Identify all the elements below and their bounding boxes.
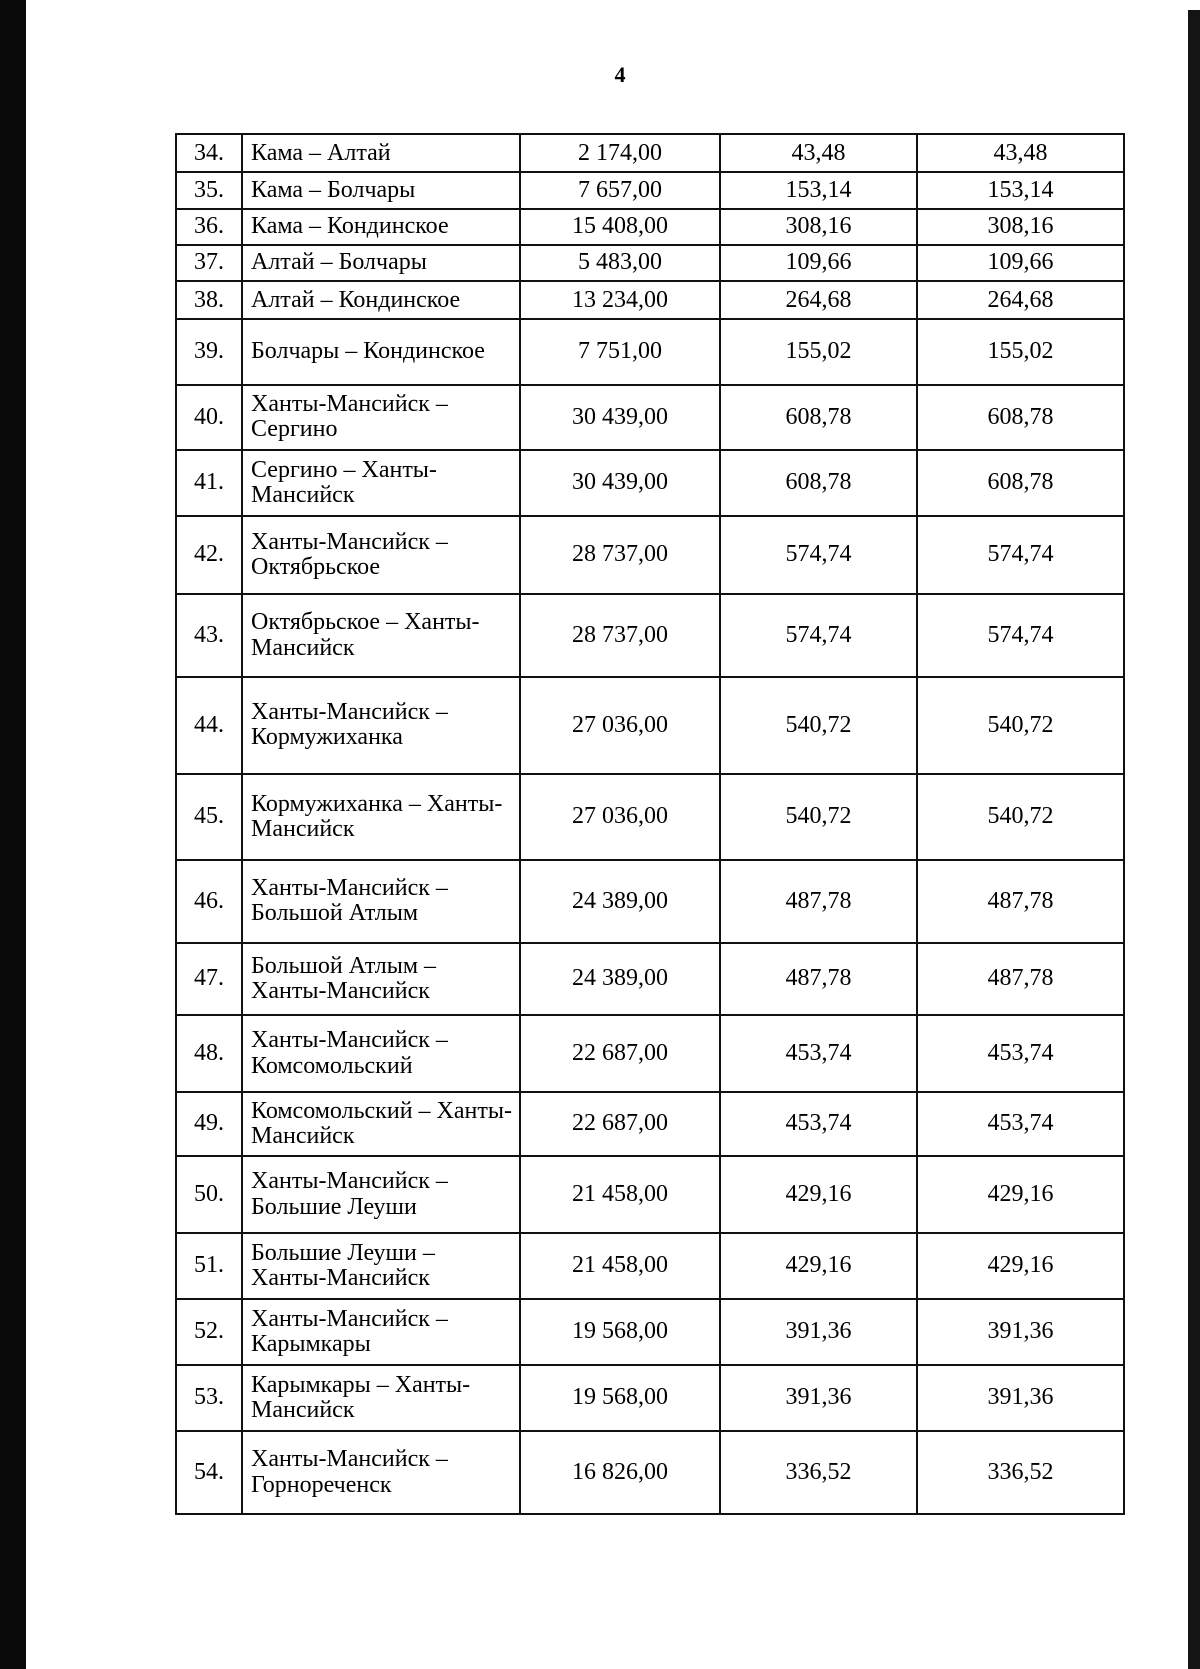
total-value: 15 408,00 [520,209,720,245]
route-name: Ханты-Мансийск – Сергино [242,385,520,450]
value-col3: 308,16 [720,209,917,245]
route-name: Сергино – Ханты-Мансийск [242,450,520,515]
table-row [176,1015,1124,1092]
row-number: 47. [176,943,242,1016]
table-row [176,245,1124,281]
value-col3: 487,78 [720,860,917,943]
total-value: 2 174,00 [520,134,720,172]
table-row [176,134,1124,172]
total-value: 27 036,00 [520,677,720,774]
value-col4: 574,74 [917,594,1124,677]
value-col3: 574,74 [720,516,917,595]
route-name: Ханты-Мансийск – Комсомольский [242,1015,520,1092]
row-number: 34. [176,134,242,172]
value-col3: 540,72 [720,677,917,774]
total-value: 30 439,00 [520,450,720,515]
value-col3: 487,78 [720,943,917,1016]
value-col4: 336,52 [917,1431,1124,1514]
value-col4: 391,36 [917,1299,1124,1364]
value-col4: 540,72 [917,774,1124,861]
value-col4: 453,74 [917,1092,1124,1156]
table-row [176,209,1124,245]
route-name: Карымкары – Ханты-Мансийск [242,1365,520,1431]
row-number: 50. [176,1156,242,1233]
table-row [176,516,1124,595]
value-col3: 336,52 [720,1431,917,1514]
route-name: Кама – Кондинское [242,209,520,245]
value-col4: 264,68 [917,281,1124,319]
total-value: 19 568,00 [520,1299,720,1364]
row-number: 52. [176,1299,242,1364]
route-name: Кама – Болчары [242,172,520,208]
route-name: Алтай – Болчары [242,245,520,281]
value-col4: 429,16 [917,1156,1124,1233]
total-value: 28 737,00 [520,594,720,677]
route-name: Алтай – Кондинское [242,281,520,319]
row-number: 41. [176,450,242,515]
row-number: 37. [176,245,242,281]
value-col4: 574,74 [917,516,1124,595]
route-name: Ханты-Мансийск – Карымкары [242,1299,520,1364]
table-row [176,677,1124,774]
value-col4: 429,16 [917,1233,1124,1299]
value-col3: 608,78 [720,450,917,515]
route-name: Большие Леуши – Ханты-Мансийск [242,1233,520,1299]
total-value: 19 568,00 [520,1365,720,1431]
route-name: Комсомольский – Ханты-Мансийск [242,1092,520,1156]
table-row [176,172,1124,208]
row-number: 54. [176,1431,242,1514]
scan-edge-left [0,0,26,1669]
total-value: 7 751,00 [520,319,720,384]
table-row [176,281,1124,319]
value-col3: 429,16 [720,1156,917,1233]
value-col4: 608,78 [917,450,1124,515]
row-number: 45. [176,774,242,861]
value-col3: 608,78 [720,385,917,450]
value-col4: 109,66 [917,245,1124,281]
value-col4: 487,78 [917,943,1124,1016]
row-number: 49. [176,1092,242,1156]
route-name: Ханты-Мансийск – Большой Атлым [242,860,520,943]
value-col3: 429,16 [720,1233,917,1299]
route-name: Ханты-Мансийск – Кормужиханка [242,677,520,774]
value-col4: 453,74 [917,1015,1124,1092]
row-number: 42. [176,516,242,595]
total-value: 27 036,00 [520,774,720,861]
table-row [176,319,1124,384]
row-number: 53. [176,1365,242,1431]
table-row [176,1156,1124,1233]
route-name: Ханты-Мансийск – Горнореченск [242,1431,520,1514]
table-row [176,450,1124,515]
value-col3: 453,74 [720,1092,917,1156]
table-row [176,1299,1124,1364]
value-col3: 453,74 [720,1015,917,1092]
route-name: Октябрьское – Ханты-Мансийск [242,594,520,677]
total-value: 30 439,00 [520,385,720,450]
value-col3: 264,68 [720,281,917,319]
value-col4: 391,36 [917,1365,1124,1431]
total-value: 21 458,00 [520,1156,720,1233]
route-name: Кормужиханка – Ханты-Мансийск [242,774,520,861]
route-name: Болчары – Кондинское [242,319,520,384]
row-number: 39. [176,319,242,384]
route-name: Ханты-Мансийск – Октябрьское [242,516,520,595]
value-col3: 391,36 [720,1365,917,1431]
table-row [176,1431,1124,1514]
value-col3: 391,36 [720,1299,917,1364]
row-number: 35. [176,172,242,208]
value-col3: 43,48 [720,134,917,172]
tariff-table [175,133,1125,1515]
table-row [176,1365,1124,1431]
row-number: 38. [176,281,242,319]
row-number: 43. [176,594,242,677]
value-col4: 487,78 [917,860,1124,943]
table-row [176,594,1124,677]
total-value: 24 389,00 [520,943,720,1016]
value-col4: 540,72 [917,677,1124,774]
row-number: 46. [176,860,242,943]
table-row [176,860,1124,943]
total-value: 24 389,00 [520,860,720,943]
value-col3: 540,72 [720,774,917,861]
route-name: Кама – Алтай [242,134,520,172]
total-value: 28 737,00 [520,516,720,595]
value-col4: 308,16 [917,209,1124,245]
value-col3: 153,14 [720,172,917,208]
row-number: 36. [176,209,242,245]
value-col4: 155,02 [917,319,1124,384]
total-value: 16 826,00 [520,1431,720,1514]
total-value: 22 687,00 [520,1092,720,1156]
total-value: 21 458,00 [520,1233,720,1299]
table-row [176,1233,1124,1299]
row-number: 48. [176,1015,242,1092]
scan-edge-right [1188,10,1200,1669]
table-body [176,134,1124,1514]
row-number: 40. [176,385,242,450]
total-value: 13 234,00 [520,281,720,319]
table-row [176,385,1124,450]
value-col3: 109,66 [720,245,917,281]
total-value: 7 657,00 [520,172,720,208]
row-number: 51. [176,1233,242,1299]
table-row [176,1092,1124,1156]
page-number: 4 [614,62,626,87]
value-col4: 43,48 [917,134,1124,172]
total-value: 22 687,00 [520,1015,720,1092]
value-col4: 608,78 [917,385,1124,450]
total-value: 5 483,00 [520,245,720,281]
route-name: Большой Атлым – Ханты-Мансийск [242,943,520,1016]
value-col3: 155,02 [720,319,917,384]
table-row [176,943,1124,1016]
value-col3: 574,74 [720,594,917,677]
table-row [176,774,1124,861]
row-number: 44. [176,677,242,774]
route-name: Ханты-Мансийск – Большие Леуши [242,1156,520,1233]
value-col4: 153,14 [917,172,1124,208]
